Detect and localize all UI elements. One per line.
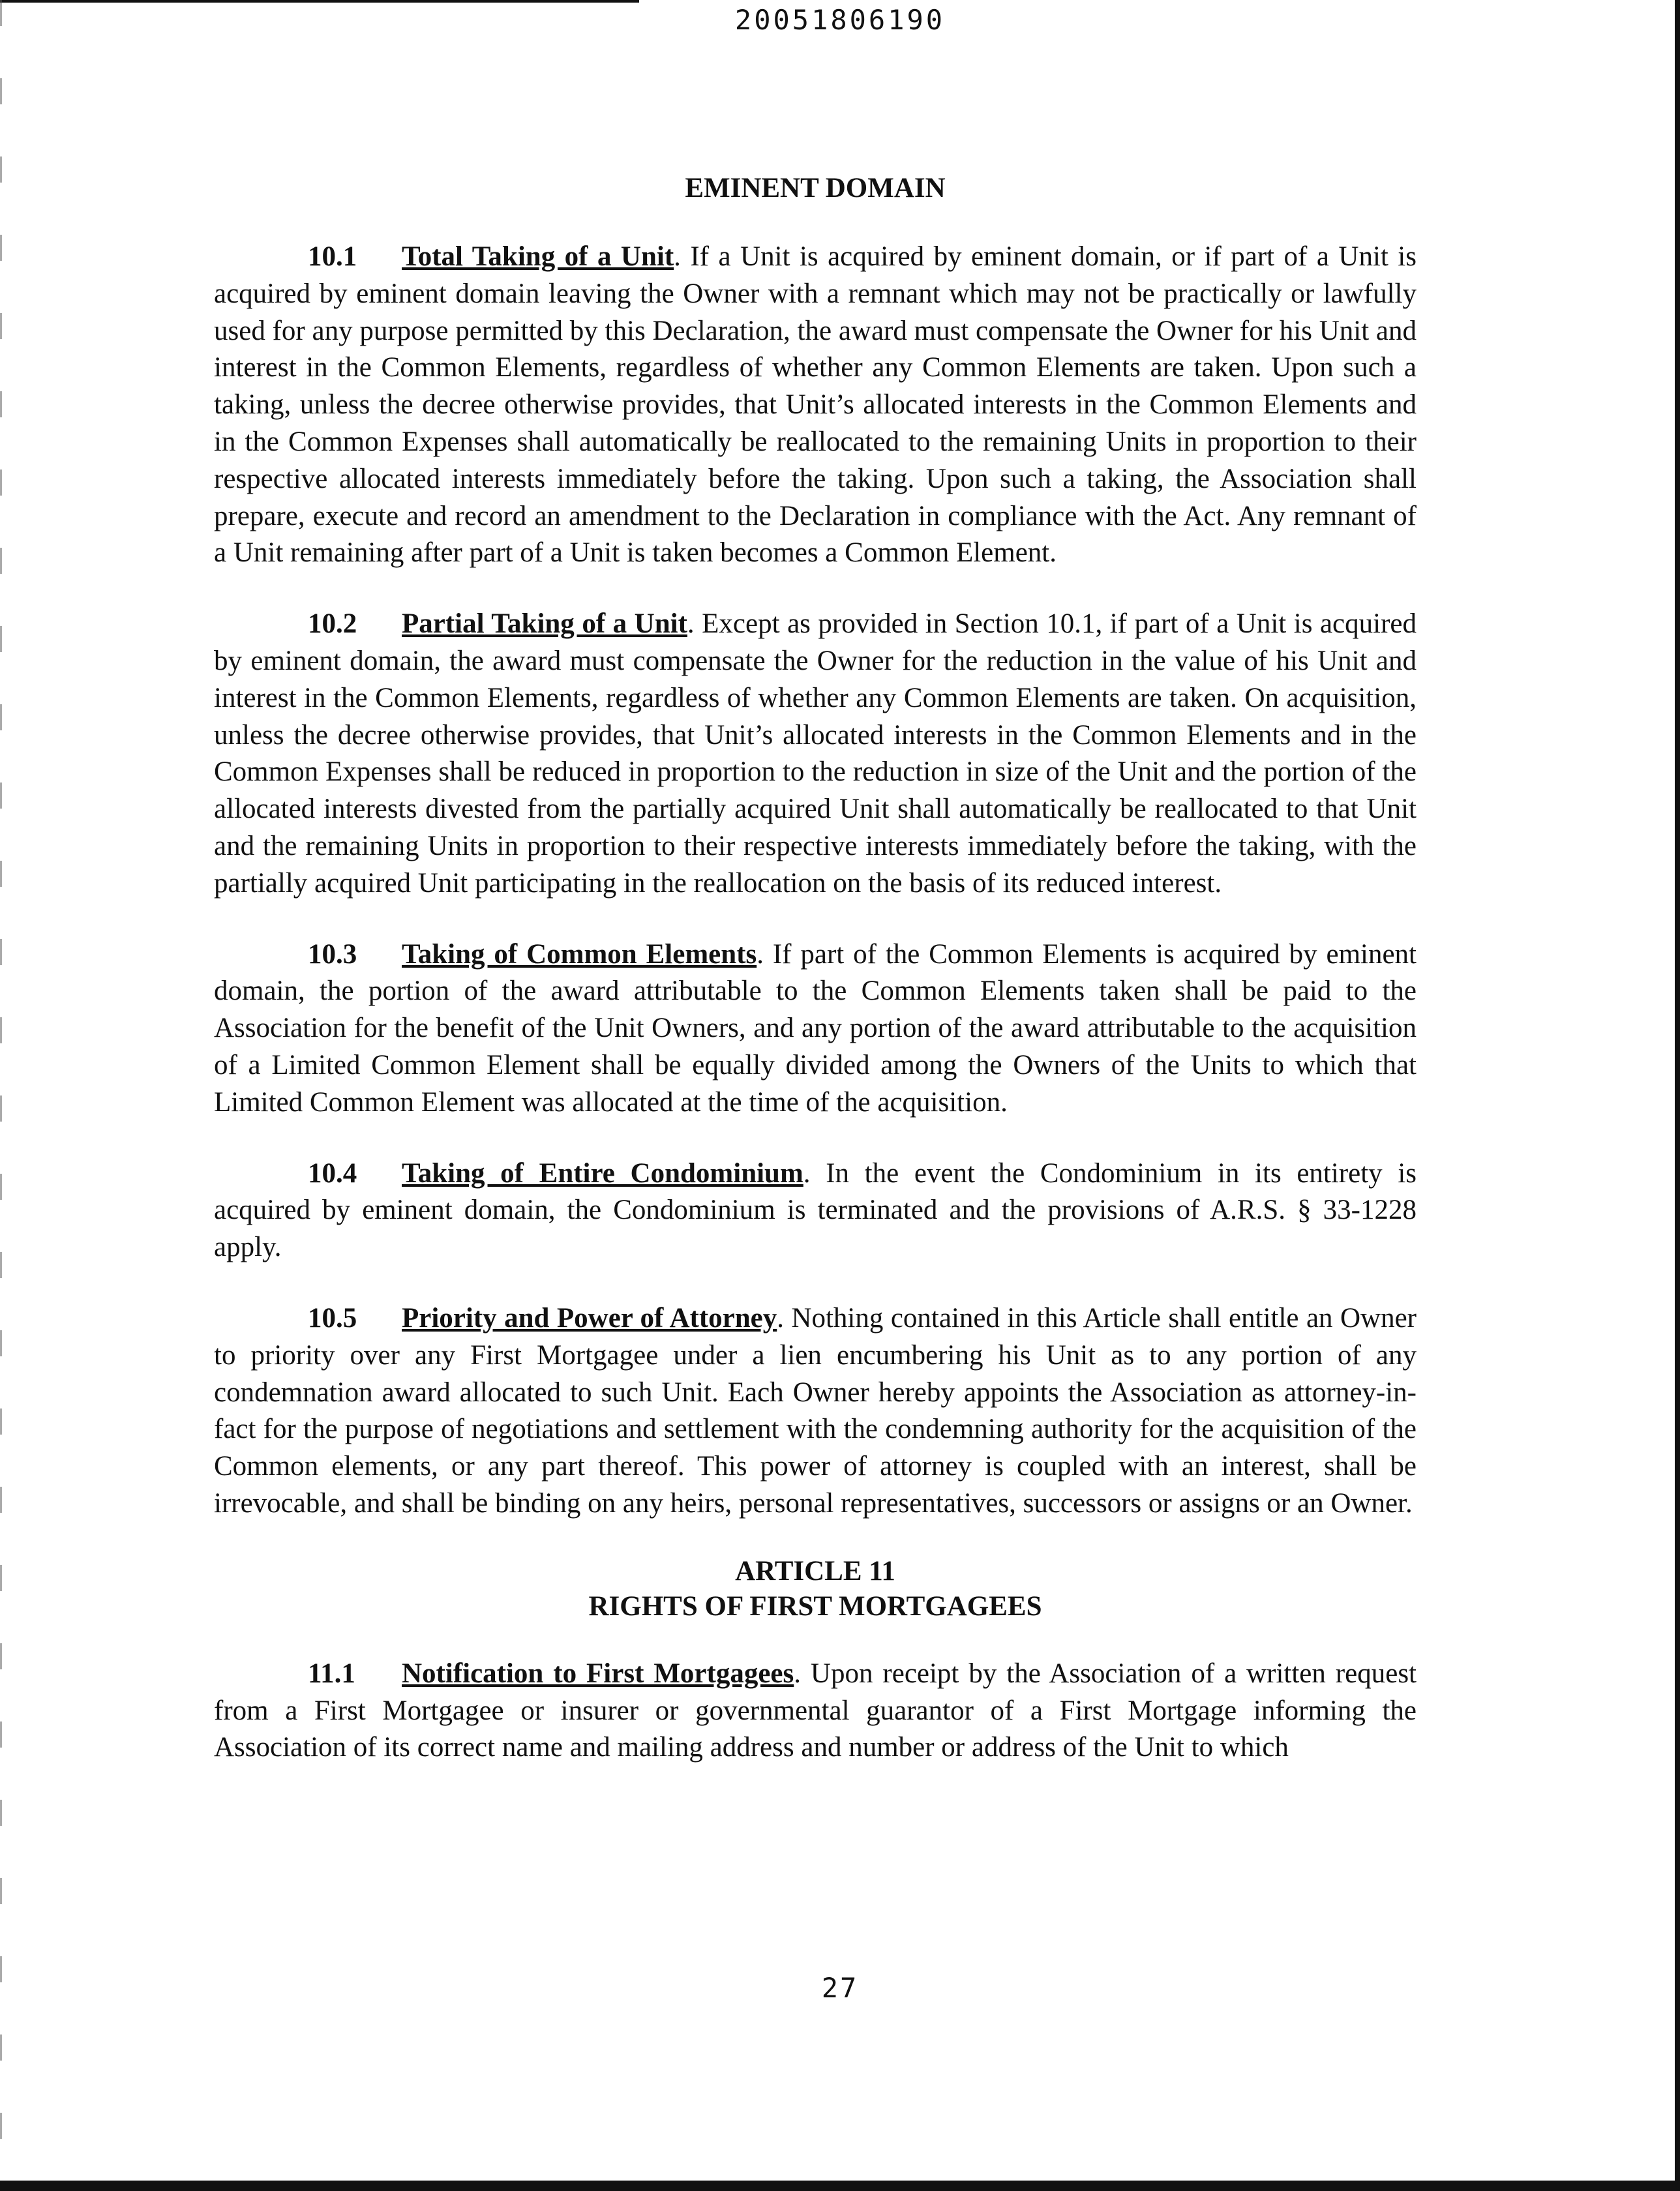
section-title: Notification to First Mortgagees: [402, 1658, 794, 1689]
section-text: . If part of the Common Elements is acquired by eminent domain, the portion of the award attributable to the Common Elements taken shall be paid to the Association for the benefit of the Unit Owners, and any portion of the award attributable to the acquisition of a Limited Common Element shall be equally divided among the Owners of the Units to which that Limited Common Element was allocated at the time of the acquisition.: [214, 938, 1417, 1118]
section-heading: EMINENT DOMAIN: [685, 173, 946, 203]
section-title: Total Taking of a Unit: [402, 241, 674, 272]
section-text: . Upon receipt by the Association of a written request from a First Mortgagee or insurer or governmental guarantor of a First Mortgage informing the Association of its correct name and mailing address and number or address of the Unit to which: [214, 1658, 1417, 1763]
section-10-2: [214, 606, 1417, 902]
section-text: . If a Unit is acquired by eminent domain, or if part of a Unit is acquired by eminent domain leaving the Owner with a remnant which may not be practically or lawfully used for any purpose permitted by this Declaration, the award must compensate the Owner for his Unit and interest in the Common Elements, regardless of whether any Common Elements are taken. Upon such a taking, unless the decree otherwise provides, that Unit’s allocated interests in the Common Elements and in the Common Expenses shall automatically be reallocated to the remaining Units in proportion to their respective allocated interests immediately before the taking. Upon such a taking, the Association shall prepare, execute and record an amendment to the Declaration in compliance with the Act. Any remnant of a Unit remaining after part of a Unit is taken becomes a Common Element.: [214, 241, 1417, 569]
scan-right-border: [1675, 0, 1680, 2191]
section-10-3: [214, 936, 1417, 1122]
section-number: 11.1: [308, 1658, 355, 1689]
section-number: 10.1: [308, 241, 357, 272]
section-10-4: [214, 1155, 1417, 1266]
section-title: Taking of Entire Condominium: [402, 1157, 803, 1189]
top-rule: [0, 0, 639, 3]
section-text: . Except as provided in Section 10.1, if part of a Unit is acquired by eminent domain, the award must compensate the Owner for the reduction in the value of his Unit and interest in the Common Elements, regardless of whether any Common Elements are taken. On acquisition, unless the decree otherwise provides, that Unit’s allocated interests in the Common Elements and in the Common Expenses shall be reduced in proportion to the reduction in size of the Unit and the portion of the allocated interests divested from the partially acquired Unit shall automatically be reallocated to that Unit and the remaining Units in proportion to their respective interests immediately before the taking, with the partially acquired Unit participating in the reallocation on the basis of its reduced interest.: [214, 608, 1417, 899]
recording-number: 20051806190: [734, 4, 946, 36]
article-title: RIGHTS OF FIRST MORTGAGEES: [588, 1590, 1042, 1622]
document-body: [214, 171, 1417, 1766]
page-number: 27: [821, 1972, 859, 2004]
scan-left-edge: [0, 0, 2, 2191]
article-heading: [214, 1554, 1417, 1624]
section-10-5: [214, 1300, 1417, 1523]
article-label: ARTICLE 11: [735, 1555, 895, 1587]
section-10-1: [214, 239, 1417, 572]
section-number: 10.3: [308, 938, 357, 970]
section-title: Taking of Common Elements: [402, 938, 757, 970]
section-text: . In the event the Condominium in its entirety is acquired by eminent domain, the Condominium is terminated and the provisions of A.R.S. § 33-1228 apply.: [214, 1157, 1417, 1263]
section-number: 10.2: [308, 608, 357, 640]
scan-bottom-border: [0, 2181, 1680, 2191]
section-11-1: [214, 1656, 1417, 1766]
section-title: Partial Taking of a Unit: [402, 608, 687, 640]
section-number: 10.5: [308, 1302, 357, 1334]
section-number: 10.4: [308, 1157, 357, 1189]
section-text: . Nothing contained in this Article shall entitle an Owner to priority over any First Mortgagee under a lien encumbering his Unit as to any portion of any condemnation award allocated to such Unit. Each Owner hereby appoints the Association as attorney-in-fact for the purpose of negotiations and settlement with the condemning authority for the acquisition of the Common elements, or any part thereof. This power of attorney is coupled with an interest, shall be irrevocable, and shall be binding on any heirs, personal representatives, successors or assigns or an Owner.: [214, 1302, 1417, 1519]
section-title: Priority and Power of Attorney: [402, 1302, 777, 1334]
